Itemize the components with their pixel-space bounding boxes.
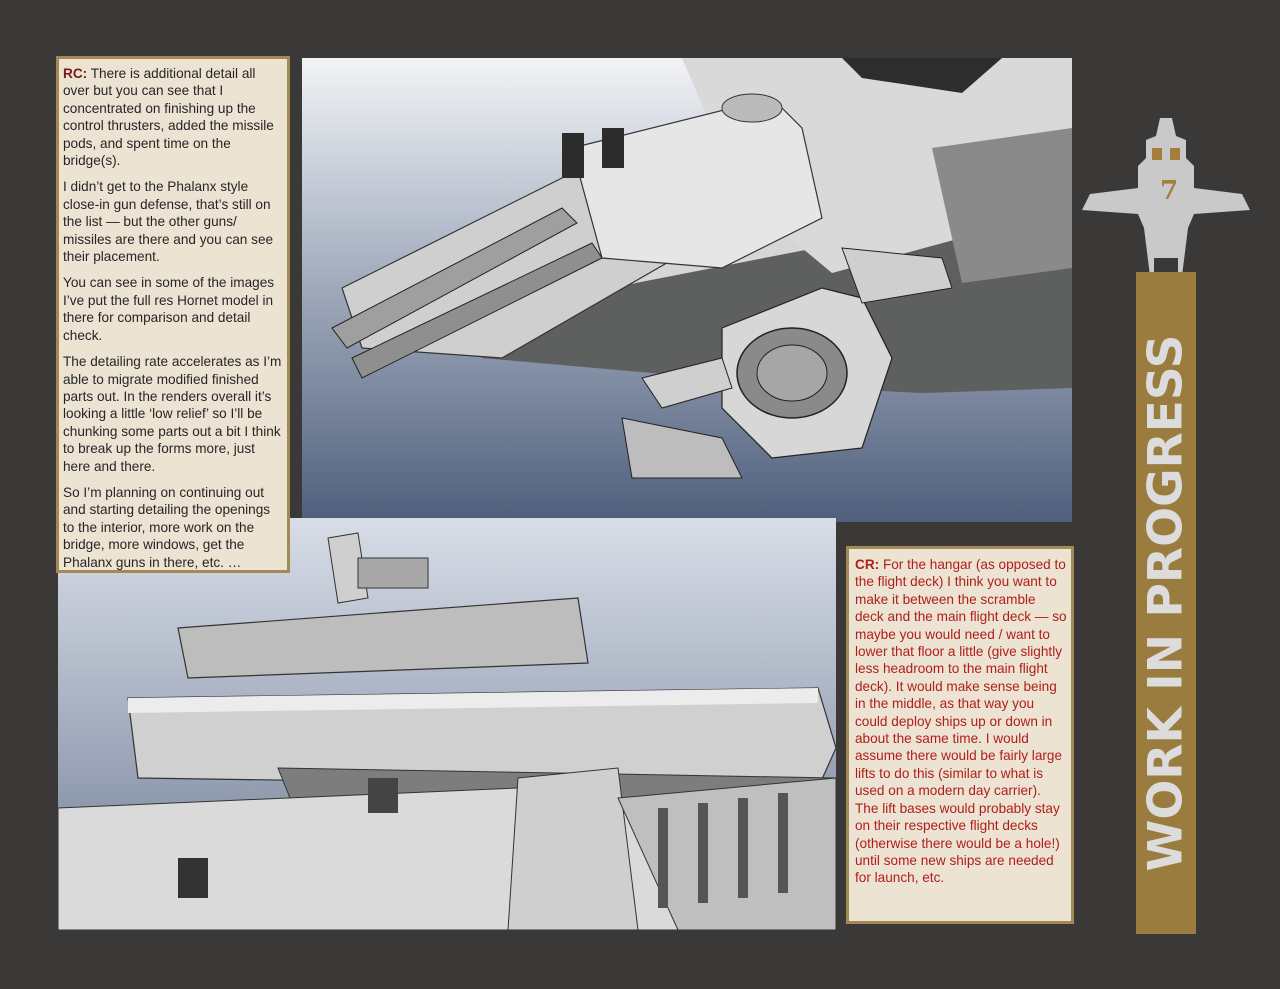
render-ship-closeup xyxy=(302,58,1072,522)
section-title: WORK IN PROGRESS xyxy=(1138,334,1194,872)
cr-commentary-box xyxy=(846,546,1074,924)
rc-paragraph-1 xyxy=(63,65,283,169)
carrier-side-illustration xyxy=(58,518,836,930)
rc-paragraph-2: I didn’t get to the Phalanx style close-in gun defense, that’s still on the list — but the other guns/ missiles are there and you can see their placement. xyxy=(63,179,274,265)
rc-lead-label: RC: xyxy=(63,66,88,81)
rc-commentary-box xyxy=(56,56,290,573)
render-carrier-side xyxy=(58,518,836,930)
rc-paragraph-1-text: There is additional detail all over but you can see that I concentrated on finishing up the control thrusters, added the missile pods, and spent time on the bridge(s). xyxy=(63,66,274,169)
rc-paragraph-3: You can see in some of the images I’ve put the full res Hornet model in there for comparison and detail check. xyxy=(63,275,275,343)
page-number: 7 xyxy=(1159,176,1179,206)
rc-paragraph-5: So I’m planning on continuing out and starting detailing the openings to the interior, more work on the bridge, more windows, get the Phalanx guns in there, etc. … xyxy=(63,484,271,570)
cr-lead-label: CR: xyxy=(855,557,880,572)
ship-closeup-illustration xyxy=(302,58,1072,522)
cr-paragraph xyxy=(855,556,1067,887)
cr-paragraph-text: For the hangar (as opposed to the flight deck) I think you want to make it between the scramble deck and the main flight deck — so maybe you would need / want to lower that floor a little (give slightly less headroom to the main flight deck). It would make sense being in the middle, as that way you could deploy ships up or down in about the same time. I would assume there would be fairly large lifts to do this (similar to what is used on a modern day carrier). The lift bases would probably stay on their respective flight decks (otherwise there would be a hole!) until some new ships are needed for launch, etc. xyxy=(855,557,1067,886)
rc-paragraph-4: The detailing rate accelerates as I’m able to migrate modified finished parts out. In the renders overall it’s looking a little ‘low relief’ so I’ll be chunking some parts out a bit I think to break up the forms more, just here and there. xyxy=(63,354,282,474)
